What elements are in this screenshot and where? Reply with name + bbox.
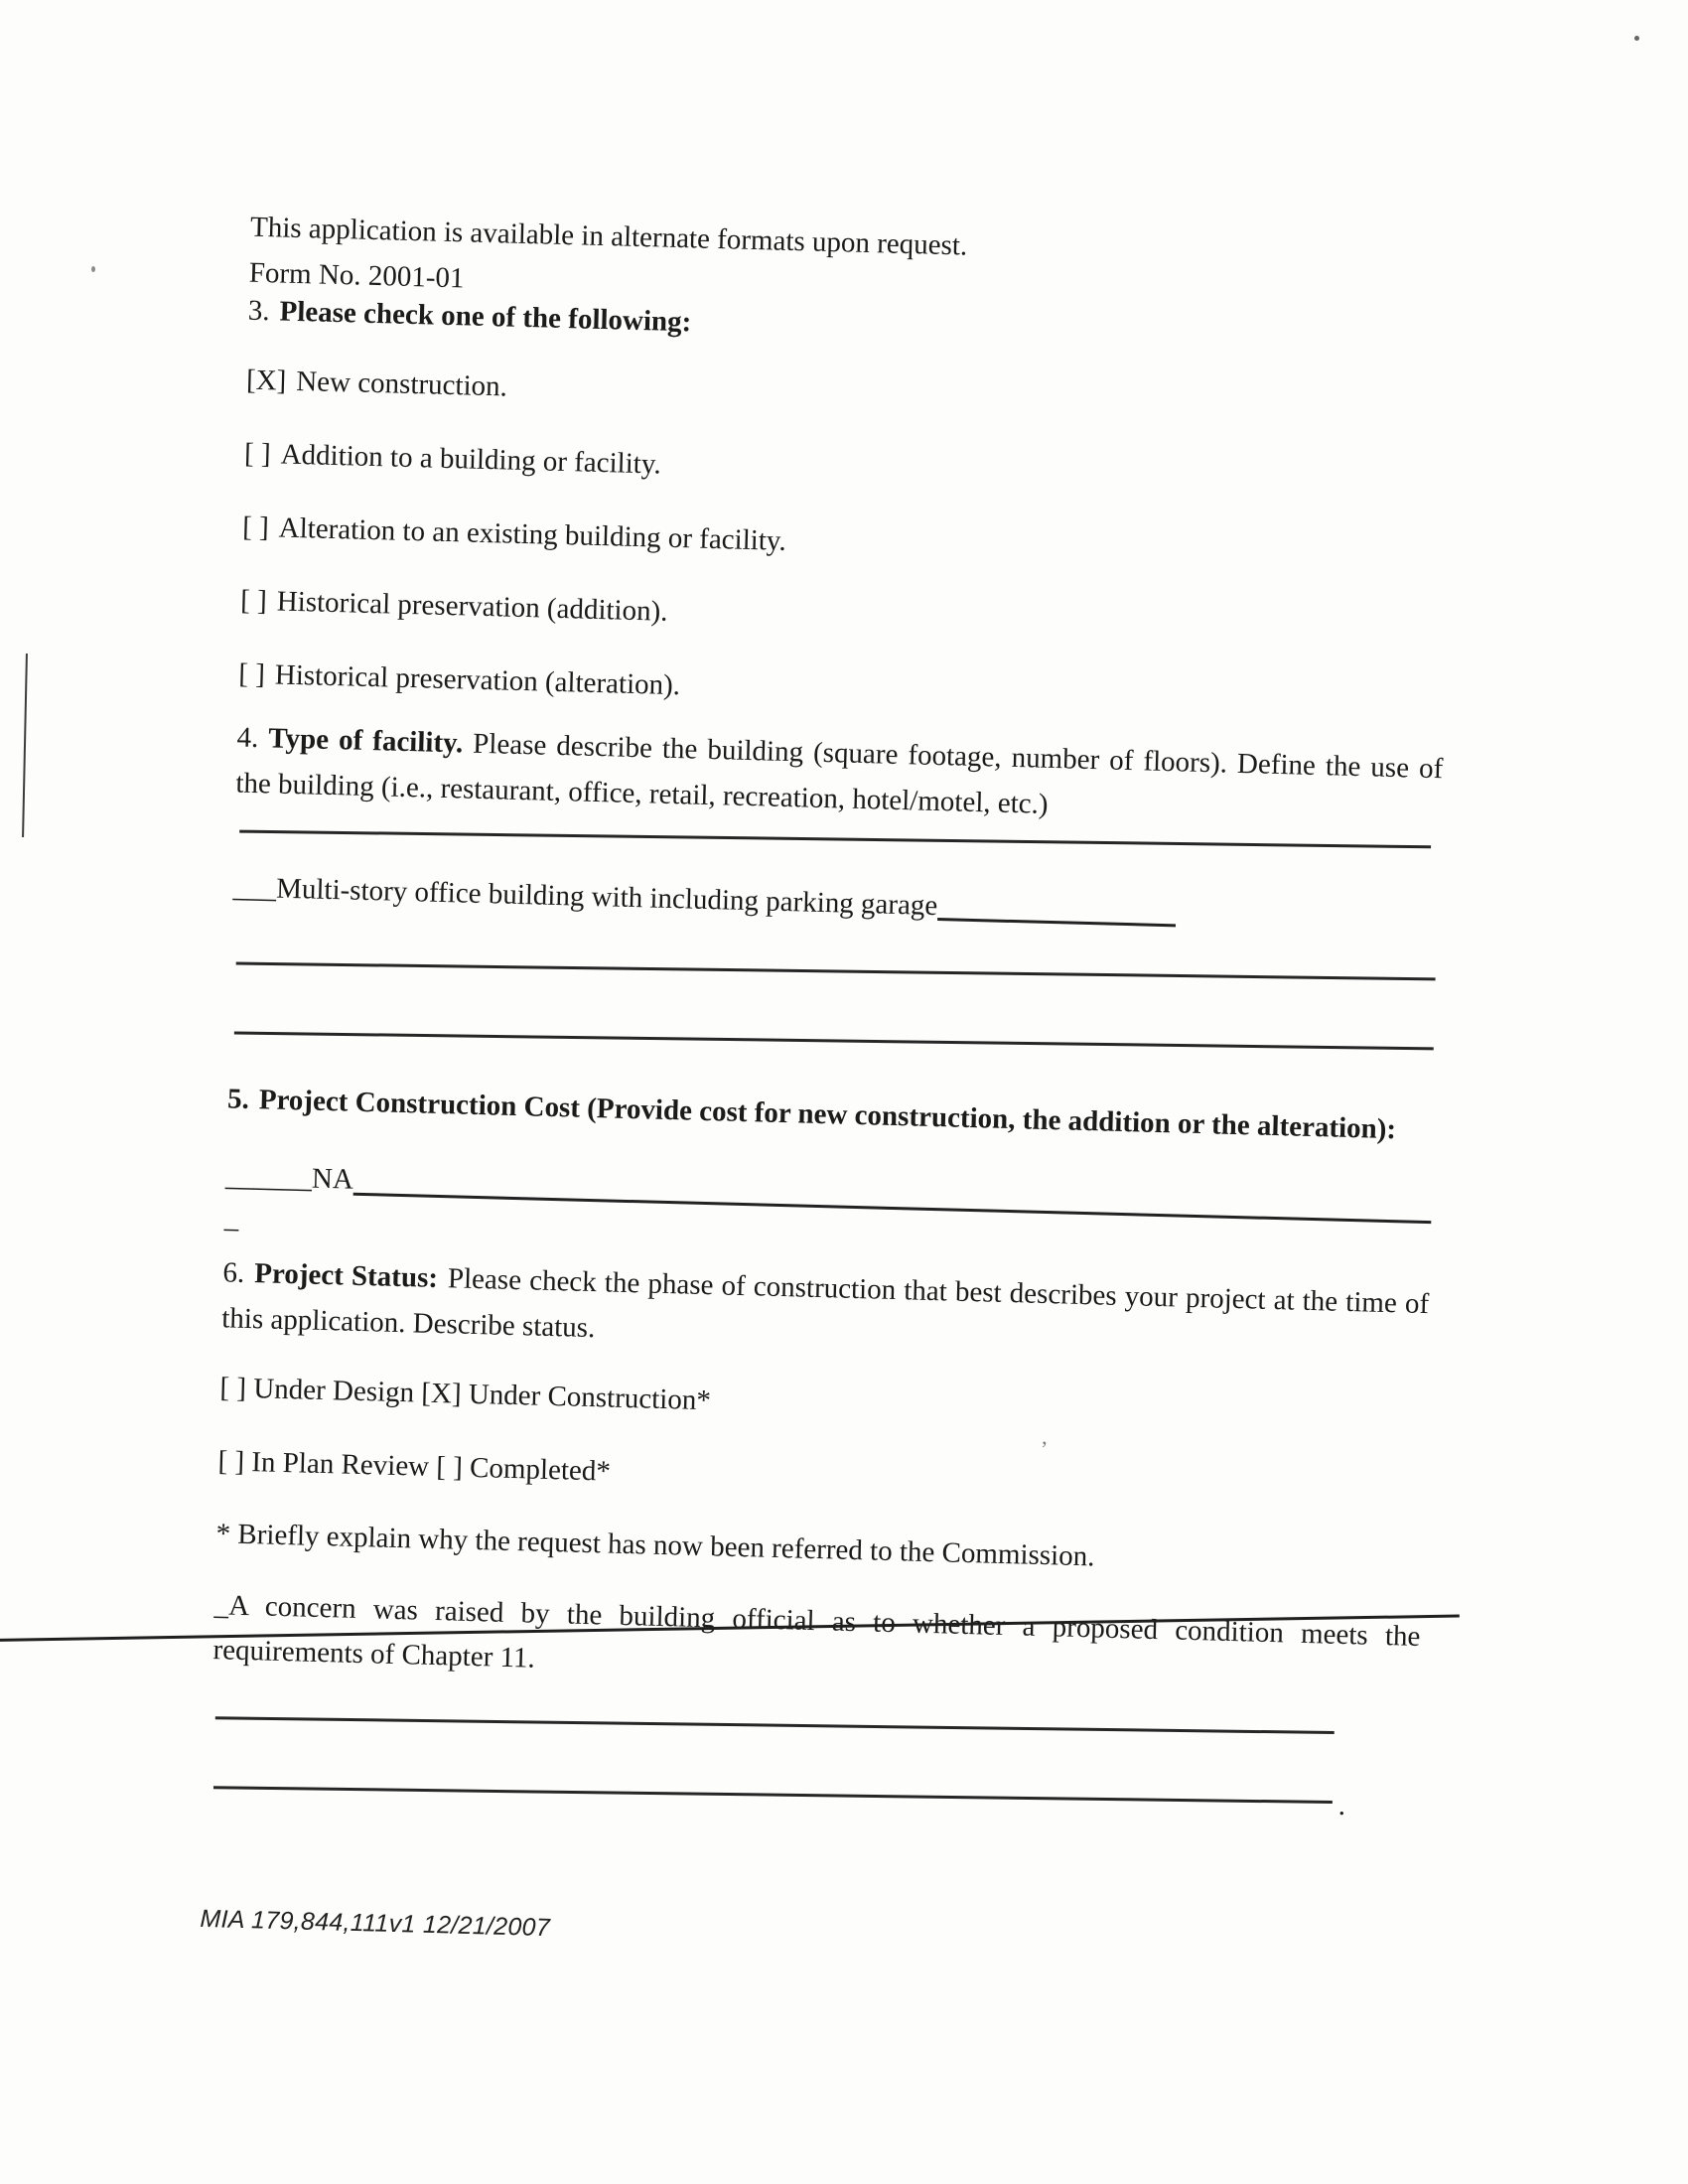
blank-answer-line bbox=[234, 1032, 1434, 1051]
answer-trailing-line bbox=[937, 918, 1176, 927]
checkbox-option-new-construction bbox=[246, 361, 1469, 432]
checkbox-mark: [ ] bbox=[237, 657, 266, 691]
checkbox-mark: [ ] bbox=[243, 437, 272, 471]
section4-answer bbox=[232, 867, 1455, 939]
checkbox-mark: [ ] bbox=[241, 510, 270, 544]
section6-text: Please check the phase of construction that best describes your project at the time of this application. Describe status. bbox=[220, 1262, 1430, 1345]
stray-underscore: _ bbox=[223, 1202, 239, 1235]
checkbox-option-addition bbox=[244, 434, 1467, 506]
checkbox-label: Historical preservation (alteration). bbox=[274, 658, 681, 702]
section4-number: 4. bbox=[236, 721, 259, 755]
checkbox-label: Historical preservation (addition). bbox=[276, 585, 668, 628]
document-footer-stamp: MIA 179,844,111v1 12/21/2007 bbox=[200, 1904, 551, 1943]
section3-number: 3. bbox=[247, 294, 271, 328]
checkbox-option-alteration bbox=[242, 508, 1465, 579]
status-checkboxes-row-1: [ ] Under Design [X] Under Construction* bbox=[219, 1372, 712, 1417]
scan-artifact-dot bbox=[91, 266, 95, 272]
answer-underscore-prefix: ___ bbox=[232, 871, 277, 905]
status-checkboxes-row-2: [ ] In Plan Review [ ] Completed* bbox=[217, 1445, 612, 1488]
checkbox-option-historical-addition bbox=[240, 581, 1463, 653]
form-number: Form No. 2001-01 bbox=[248, 256, 465, 295]
section6-heading bbox=[221, 1249, 1430, 1373]
section4-text: Please describe the building (square footage, number of floors). Define the use of the building (i.e., restaurant, office, retail, recreation, hotel/motel, etc.) bbox=[235, 727, 1444, 820]
section5-title: Project Construction Cost (Provide cost for new construction, the addition or the alteration): bbox=[258, 1084, 1397, 1146]
blank-answer-line bbox=[236, 962, 1436, 981]
alternate-formats-note: This application is available in alternate formats upon request. bbox=[249, 211, 968, 262]
section5-heading bbox=[227, 1076, 1435, 1153]
checkbox-mark: [ ] bbox=[239, 584, 268, 618]
section5-number: 5. bbox=[226, 1083, 250, 1115]
blank-answer-line bbox=[215, 1716, 1335, 1734]
section4-heading bbox=[235, 715, 1444, 838]
checkbox-label: New construction. bbox=[295, 364, 508, 403]
section6-answer: _A concern was raised by the building official as to whether a proposed condition meets the requirements of Chapter 11. bbox=[212, 1589, 1421, 1674]
answer-underscore-prefix: ______ bbox=[224, 1160, 313, 1195]
scan-artifact-dot bbox=[1634, 36, 1639, 41]
answer-text: Multi-story office building with including parking garage bbox=[275, 872, 938, 923]
section3-title: Please check one of the following: bbox=[279, 295, 692, 339]
checkbox-label: Alteration to an existing building or facility. bbox=[278, 511, 787, 557]
scan-artifact-mark: ’ bbox=[1041, 1436, 1049, 1461]
checkbox-label: Addition to a building or facility. bbox=[280, 438, 662, 481]
section4-title: Type of facility. bbox=[267, 722, 464, 760]
section6-number: 6. bbox=[222, 1256, 245, 1289]
checkbox-mark: [X] bbox=[245, 364, 287, 397]
blank-answer-line bbox=[213, 1786, 1333, 1804]
section6-title: Project Status: bbox=[253, 1257, 439, 1294]
checkbox-option-historical-alteration bbox=[238, 655, 1461, 726]
trailing-period: . bbox=[1337, 1789, 1346, 1822]
asterisk-footnote: * Briefly explain why the request has now been referred to the Commission. bbox=[215, 1518, 1095, 1573]
blank-answer-line bbox=[239, 830, 1431, 849]
answer-text: NA bbox=[311, 1162, 354, 1196]
